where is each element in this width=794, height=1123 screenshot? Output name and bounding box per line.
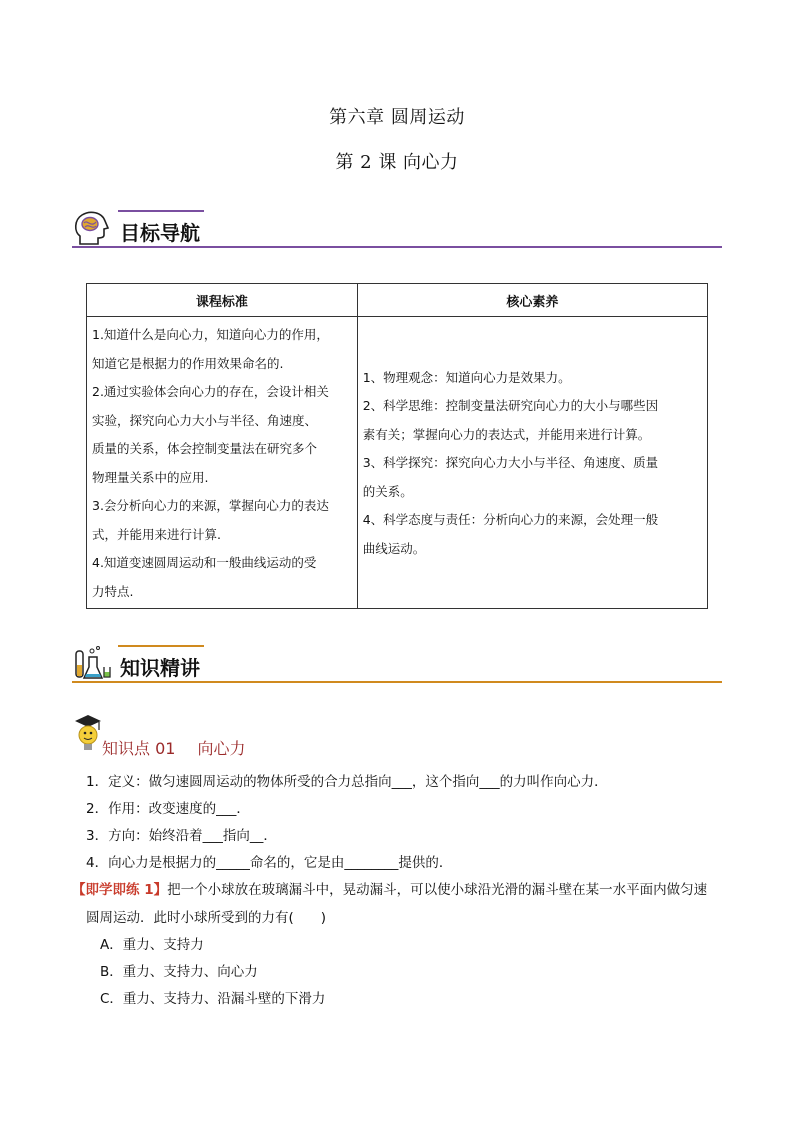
section-goals-label: 目标导航 (120, 221, 200, 245)
standard-line: 质量的关系，体会控制变量法在研究多个 (92, 441, 318, 456)
lesson-title: 第 2 课 向心力 (335, 152, 459, 173)
literacy-line: 1、物理观念：知道向心力是效果力。 (362, 369, 571, 385)
function-item: 2．作用：改变速度的___． (86, 801, 250, 817)
literacy-line: 的关系。 (362, 483, 413, 499)
table-cell-standard (87, 317, 358, 609)
standard-line: 力特点. (92, 583, 134, 599)
literacy-line: 曲线运动。 (362, 540, 426, 556)
standard-line: 3.会分析向心力的来源，掌握向心力的表达 (92, 498, 329, 513)
literacy-line: 4、科学态度与责任：分析向心力的来源，会处理一般 (362, 512, 659, 528)
section-knowledge-label: 知识精讲 (120, 656, 200, 680)
knowledge-point-number: 知识点 01 (102, 739, 176, 758)
standard-line: 知道它是根据力的作用效果命名的. (92, 355, 284, 371)
section-goals-underline (72, 246, 722, 248)
table-header-literacy: 核心素养 (357, 284, 707, 317)
standard-line: 式，并能用来进行计算. (92, 526, 221, 542)
standard-line: 2.通过实验体会向心力的存在，会设计相关 (92, 384, 329, 399)
direction-item: 3．方向：始终沿着___指向__． (86, 828, 277, 844)
option-b: B．重力、支持力、向心力 (100, 964, 258, 980)
section-knowledge-topline (118, 645, 204, 647)
knowledge-point-label (102, 736, 245, 759)
standard-line: 1.知道什么是向心力，知道向心力的作用， (92, 327, 329, 342)
standard-line: 4.知道变速圆周运动和一般曲线运动的受 (92, 555, 317, 570)
section-goals-topline (118, 210, 204, 212)
table-cell-literacy (357, 317, 707, 609)
chapter-title: 第六章 圆周运动 (329, 107, 465, 128)
knowledge-point-header (72, 714, 372, 756)
exercise-tag: 【即学即练 1】 (72, 882, 168, 898)
knowledge-point-title: 向心力 (197, 739, 246, 758)
section-knowledge-underline (72, 681, 722, 683)
section-goals-header (72, 208, 722, 248)
standard-line: 物理量关系中的应用. (92, 469, 209, 485)
literacy-line: 2、科学思维：控制变量法研究向心力的大小与哪些因 (362, 398, 659, 414)
literacy-line: 素有关；掌握向心力的表达式，并能用来进行计算。 (362, 426, 651, 442)
option-a: A．重力、支持力 (100, 937, 204, 953)
option-c: C．重力、支持力、沿漏斗壁的下滑力 (100, 991, 326, 1007)
standard-line: 实验，探究向心力大小与半径、角速度、 (92, 412, 318, 428)
graduate-lightbulb-icon (72, 714, 104, 754)
exercise-stem-line1: 把一个小球放在玻璃漏斗中，晃动漏斗，可以使小球沿光滑的漏斗壁在某一水平面内做匀速 (167, 882, 708, 898)
head-with-brain-icon (72, 210, 112, 246)
table-header-standard: 课程标准 (87, 284, 358, 317)
lab-flasks-icon (72, 645, 112, 681)
section-knowledge-header (72, 643, 722, 683)
definition-item: 1．定义：做匀速圆周运动的物体所受的合力总指向___，这个指向___的力叫作向心力． (86, 774, 608, 790)
naming-item: 4．向心力是根据力的_____命名的，它是由________提供的． (86, 855, 453, 871)
literacy-line: 3、科学探究：探究向心力大小与半径、角速度、质量 (362, 455, 659, 471)
exercise-stem-line2: 圆周运动．此时小球所受到的力有( ) (86, 910, 327, 926)
goals-table (86, 283, 708, 609)
exercise-stem (72, 878, 722, 898)
